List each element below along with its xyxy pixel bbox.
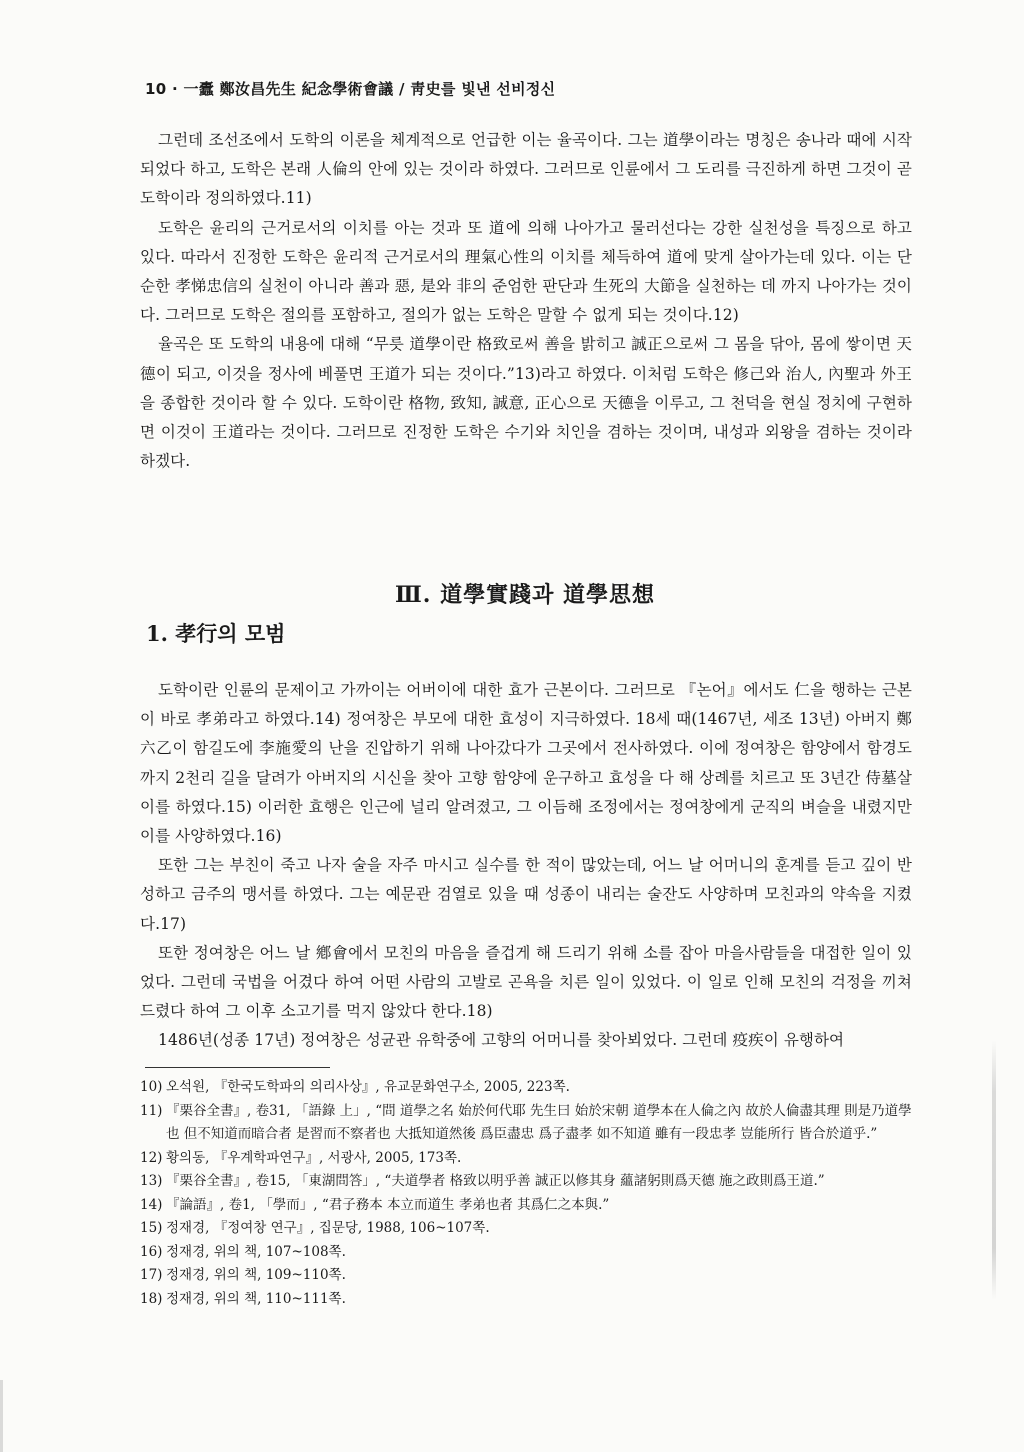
running-header: 10 · 一蠹 鄭汝昌先生 紀念學術會議 / 靑史를 빛낸 선비정신: [145, 80, 556, 98]
scan-edge-shadow: [992, 1040, 996, 1300]
footnote: [140, 1241, 912, 1265]
section-title: Ⅲ. 道學實踐과 道學思想: [395, 582, 656, 608]
footnote-number: 10): [140, 1079, 163, 1095]
footnote-number: 16): [140, 1243, 163, 1260]
footnote-text: 『栗谷全書』, 卷15, 「東湖問答」, “夫道學者 格致以明乎善 誠正以修其身 蘊諸躬則爲天德 施之政則爲王道.”: [166, 1173, 825, 1189]
footnote-number: 17): [140, 1267, 163, 1283]
section-text-block: [140, 676, 912, 1056]
paragraph: 율곡은 또 도학의 내용에 대해 “무릇 道學이란 格致로써 善을 밝히고 誠正으로써 그 몸을 닦아, 몸에 쌓이면 天德이 되고, 이것을 정사에 베풀면 王道가 되는 것이다.”13)라고 하였다. 이처럼 도학은 修己와 治人, 內聖과 外王을 종합한 것이라 할 수 있다. 도학이란 格物, 致知, 誠意, 正心으로 天德을 이루고, 그 천덕을 현실 정치에 구현하면 이것이 王道라는 것이다. 그러므로 진정한 도학은 수기와 치인을 겸하는 것이며, 내성과 외왕을 겸하는 것이라 하겠다.: [140, 335, 912, 471]
paragraph: 도학이란 인륜의 문제이고 가까이는 어버이에 대한 효가 근본이다. 그러므로 『논어』에서도 仁을 행하는 근본이 바로 孝弟라고 하였다.14) 정여창은 부모에 대한 효성이 지극하였다. 18세 때(1467년, 세조 13년) 아버지 鄭六乙이 함길도에 李施愛의 난을 진압하기 위해 나아갔다가 그곳에서 전사하였다. 이에 정여창은 함양에서 함경도까지 2천리 길을 달려가 아버지의 시신을 찾아 고향 함양에 운구하고 효성을 다 해 상례를 치르고 또 3년간 侍墓살이를 하였다.15) 이러한 효행은 인근에 널리 알려졌고, 그 이듬해 조정에서는 정여창에게 군직의 벼슬을 내렸지만 이를 사양하였다.16): [140, 681, 912, 846]
footnote: [140, 1217, 912, 1241]
footnote-text: 정재경, 위의 책, 110~111쪽.: [166, 1290, 346, 1307]
footnote: [140, 1076, 912, 1100]
footnote: [140, 1100, 912, 1147]
footnote-text: 황의동, 『우계학파연구』, 서광사, 2005, 173쪽.: [166, 1149, 462, 1166]
footnote: [140, 1264, 912, 1288]
scan-edge-shadow: [0, 1380, 3, 1452]
footnote-divider: [145, 1067, 330, 1068]
footnote-text: 오석원, 『한국도학파의 의리사상』, 유교문화연구소, 2005, 223쪽.: [166, 1079, 570, 1095]
footnote-number: 15): [140, 1220, 163, 1236]
footnote-number: 14): [140, 1196, 163, 1213]
footnote-number: 13): [140, 1173, 163, 1189]
footnote: [140, 1288, 912, 1312]
footnote-number: 11): [140, 1102, 163, 1119]
paragraph: 도학은 윤리의 근거로서의 이치를 아는 것과 또 道에 의해 나아가고 물러선다는 강한 실천성을 특징으로 하고 있다. 따라서 진정한 도학은 윤리적 근거로서의 理氣心性의 이치를 체득하여 道에 맞게 살아가는데 있다. 이는 단순한 孝悌忠信의 실천이 아니라 善과 惡, 是와 非의 준엄한 판단과 生死의 大節을 실천하는 데 까지 나아가는 것이다. 그러므로 도학은 절의를 포함하고, 절의가 없는 도학은 말할 수 없게 되는 것이다.12): [140, 218, 912, 325]
footnote: [140, 1147, 912, 1171]
paragraph: 그런데 조선조에서 도학의 이론을 체계적으로 언급한 이는 율곡이다. 그는 道學이라는 명칭은 송나라 때에 시작되었다 하고, 도학은 본래 人倫의 안에 있는 것이라 하였다. 그러므로 인륜에서 그 도리를 극진하게 하면 그것이 곧 도학이라 정의하였다.11): [140, 131, 912, 208]
footnote-text: 정재경, 위의 책, 109~110쪽.: [166, 1267, 346, 1283]
footnote-text: 『栗谷全書』, 卷31, 「語錄 上」, “問 道學之名 始於何代耶 先生曰 始於宋朝 道學本在人倫之內 故於人倫盡其理 則是乃道學也 但不知道而暗合者 是習而不察者也 大抵知道然後 爲臣盡忠 爲子盡孝 如不知道 雖有一段忠孝 豈能所行 皆合於道乎.”: [166, 1102, 912, 1142]
paragraph: 또한 정여창은 어느 날 鄕會에서 모친의 마음을 즐겁게 해 드리기 위해 소를 잡아 마을사람들을 대접한 일이 있었다. 그런데 국법을 어겼다 하여 어떤 사람의 고발로 곤욕을 치른 일이 있었다. 이 일로 인해 모친의 걱정을 끼쳐 드렸다 하여 그 이후 소고기를 먹지 않았다 한다.18): [140, 943, 912, 1021]
footnote-number: 12): [140, 1149, 163, 1166]
footnote-text: 정재경, 『정여창 연구』, 집문당, 1988, 106~107쪽.: [166, 1220, 490, 1236]
footnotes: [140, 1076, 912, 1311]
subsection-title: 1. 孝行의 모범: [146, 621, 286, 646]
footnote: [140, 1194, 912, 1218]
footnote: [140, 1170, 912, 1194]
footnote-text: 『論語』, 卷1, 「學而」, “君子務本 本立而道生 孝弟也者 其爲仁之本與.”: [166, 1196, 610, 1213]
footnote-text: 정재경, 위의 책, 107~108쪽.: [166, 1243, 346, 1260]
paragraph: 또한 그는 부친이 죽고 나자 술을 자주 마시고 실수를 한 적이 많았는데, 어느 날 어머니의 훈계를 듣고 깊이 반성하고 금주의 맹서를 하였다. 그는 예문관 검열로 있을 때 성종이 내리는 술잔도 사양하며 모친과의 약속을 지켰다.17): [140, 856, 912, 933]
intro-text-block: [140, 126, 912, 476]
paragraph: 1486년(성종 17년) 정여창은 성균관 유학중에 고향의 어머니를 찾아뵈었다. 그런데 疫疾이 유행하여: [158, 1031, 845, 1050]
footnote-number: 18): [140, 1290, 163, 1307]
